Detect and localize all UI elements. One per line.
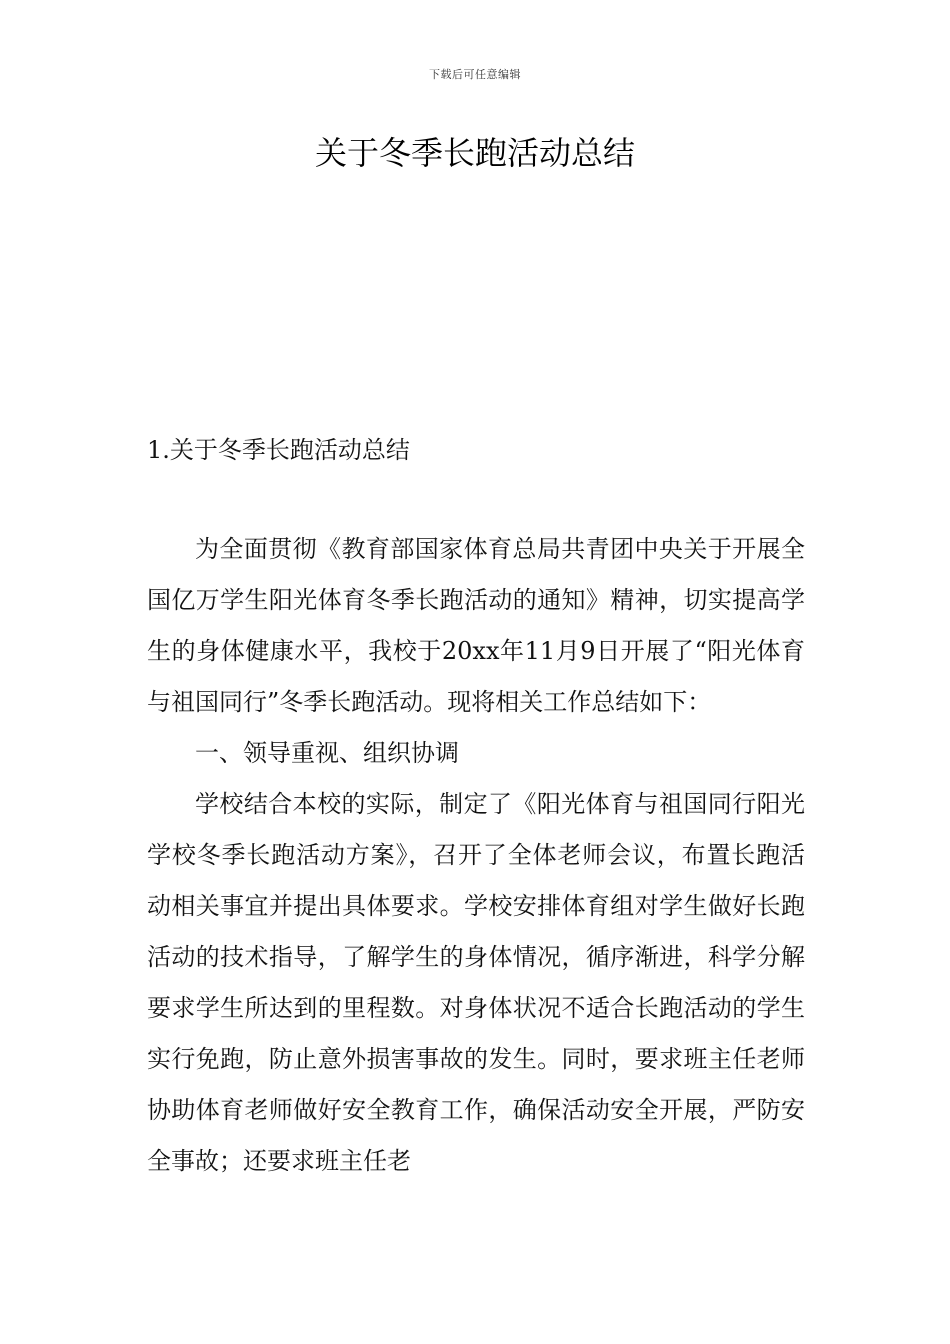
section-heading: 1.关于冬季长跑活动总结: [147, 436, 410, 464]
paragraph-intro: 为全面贯彻《教育部国家体育总局共青团中央关于开展全国亿万学生阳光体育冬季长跑活动的通知》精神，切实提高学生的身体健康水平，我校于20xx年11月9日开展了“阳光体育与祖国同行”冬季长跑活动。现将相关工作总结如下：: [147, 535, 805, 716]
subheading-leadership: 一、领导重视、组织协调: [195, 739, 459, 767]
document-body: [147, 524, 805, 1187]
paragraph-organization: 学校结合本校的实际，制定了《阳光体育与祖国同行阳光学校冬季长跑活动方案》，召开了全体老师会议，布置长跑活动相关事宜并提出具体要求。学校安排体育组对学生做好长跑活动的技术指导，了解学生的身体情况，循序渐进，科学分解要求学生所达到的里程数。对身体状况不适合长跑活动的学生实行免跑，防止意外损害事故的发生。同时，要求班主任老师协助体育老师做好安全教育工作，确保活动安全开展，严防安全事故；还要求班主任老: [147, 790, 805, 1175]
document-title: 关于冬季长跑活动总结: [314, 134, 635, 172]
header-note: 下载后可任意编辑: [429, 68, 521, 81]
